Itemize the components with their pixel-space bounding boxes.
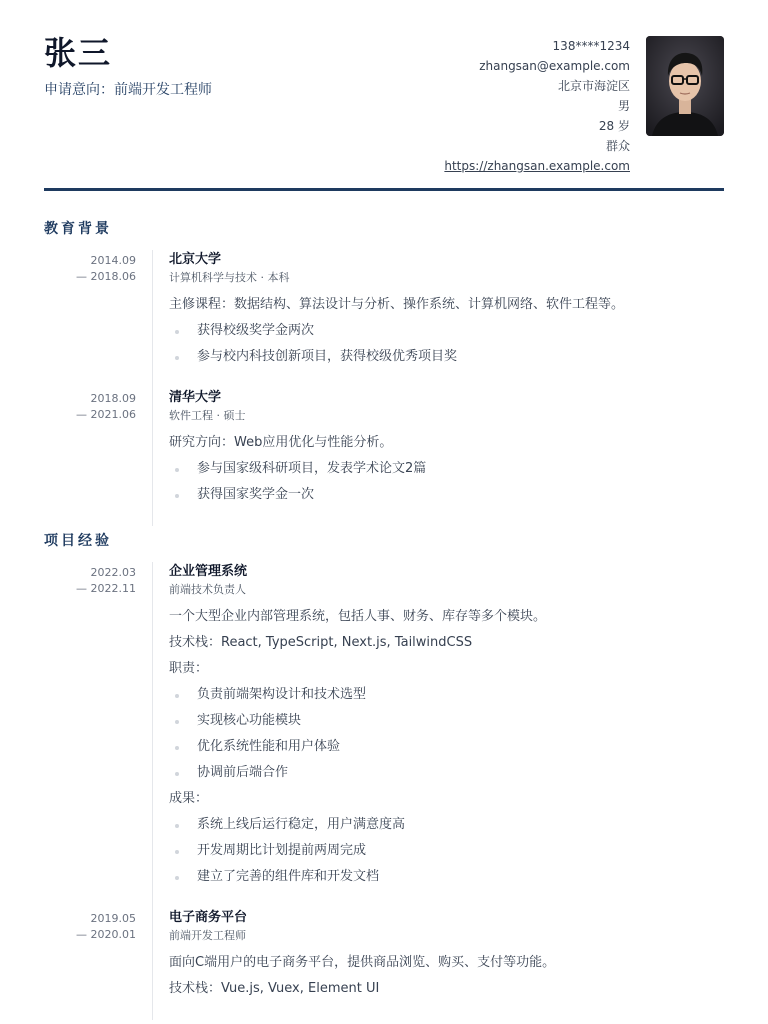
list-item: 建立了完善的组件库和开发文档 <box>169 864 724 890</box>
tech-stack: 技术栈：React, TypeScript, Next.js, TailwindCSS <box>169 635 473 650</box>
education-entry <box>44 250 724 388</box>
list-item: 开发周期比计划提前两周完成 <box>169 838 724 864</box>
project-role: 前端开发工程师 <box>169 929 246 942</box>
entry-description: 研究方向：Web应用优化与性能分析。 <box>169 435 393 450</box>
avatar <box>646 36 724 136</box>
duties-label: 职责： <box>169 661 209 676</box>
duties-list <box>169 682 724 786</box>
political-status: 群众 <box>605 139 630 153</box>
date-end: — 2022.11 <box>76 582 136 595</box>
project-name: 电子商务平台 <box>169 910 248 925</box>
header-divider <box>44 188 724 191</box>
website-link[interactable]: https://zhangsan.example.com <box>444 159 630 173</box>
project-role: 前端技术负责人 <box>169 583 246 596</box>
education-title: 教育背景 <box>44 221 112 237</box>
list-item: 获得国家奖学金一次 <box>169 482 724 508</box>
results-label: 成果： <box>169 791 209 806</box>
email: zhangsan@example.com <box>479 59 630 73</box>
list-item: 负责前端架构设计和技术选型 <box>169 682 724 708</box>
date-start: 2022.03 <box>90 566 136 579</box>
project-name: 企业管理系统 <box>169 564 248 579</box>
education-section <box>44 218 724 526</box>
date-end: — 2021.06 <box>76 408 136 421</box>
list-item: 实现核心功能模块 <box>169 708 724 734</box>
entry-body <box>152 388 724 526</box>
projects-title: 项目经验 <box>44 533 112 549</box>
age: 28 岁 <box>598 119 630 133</box>
candidate-name: 张三 <box>44 34 113 72</box>
location: 北京市海淀区 <box>557 79 630 93</box>
list-item: 参与校内科技创新项目，获得校级优秀项目奖 <box>169 344 724 370</box>
date-start: 2018.09 <box>90 392 136 405</box>
projects-section <box>44 530 724 1020</box>
resume-header <box>44 34 724 192</box>
job-intent-label: 申请意向： <box>44 82 114 98</box>
avatar-photo-icon <box>646 36 724 136</box>
date-end: — 2020.01 <box>76 928 136 941</box>
project-description: 一个大型企业内部管理系统，包括人事、财务、库存等多个模块。 <box>169 609 547 624</box>
entry-description: 主修课程：数据结构、算法设计与分析、操作系统、计算机网络、软件工程等。 <box>169 297 625 312</box>
contact-info <box>444 36 630 176</box>
list-item: 参与国家级科研项目，发表学术论文2篇 <box>169 456 724 482</box>
phone: 138****1234 <box>552 39 630 53</box>
entry-date <box>44 250 136 388</box>
project-entry <box>44 908 724 1020</box>
school-name: 清华大学 <box>169 390 222 405</box>
degree: 软件工程 · 硕士 <box>169 409 246 422</box>
project-description: 面向C端用户的电子商务平台，提供商品浏览、购买、支付等功能。 <box>169 955 556 970</box>
list-item: 系统上线后运行稳定，用户满意度高 <box>169 812 724 838</box>
project-entry <box>44 562 724 908</box>
entry-body <box>152 562 724 908</box>
entry-date <box>44 562 136 908</box>
job-intent-value: 前端开发工程师 <box>114 82 212 98</box>
entry-body <box>152 908 724 1020</box>
bullet-list <box>169 318 724 370</box>
degree: 计算机科学与技术 · 本科 <box>169 271 290 284</box>
gender: 男 <box>617 99 630 113</box>
date-start: 2014.09 <box>90 254 136 267</box>
results-list <box>169 812 724 890</box>
education-entry <box>44 388 724 526</box>
date-start: 2019.05 <box>90 912 136 925</box>
bullet-list <box>169 456 724 508</box>
entry-date <box>44 908 136 1020</box>
entry-body <box>152 250 724 388</box>
list-item: 协调前后端合作 <box>169 760 724 786</box>
date-end: — 2018.06 <box>76 270 136 283</box>
school-name: 北京大学 <box>169 252 222 267</box>
entry-date <box>44 388 136 526</box>
tech-stack: 技术栈：Vue.js, Vuex, Element UI <box>169 981 380 996</box>
list-item: 优化系统性能和用户体验 <box>169 734 724 760</box>
list-item: 获得校级奖学金两次 <box>169 318 724 344</box>
